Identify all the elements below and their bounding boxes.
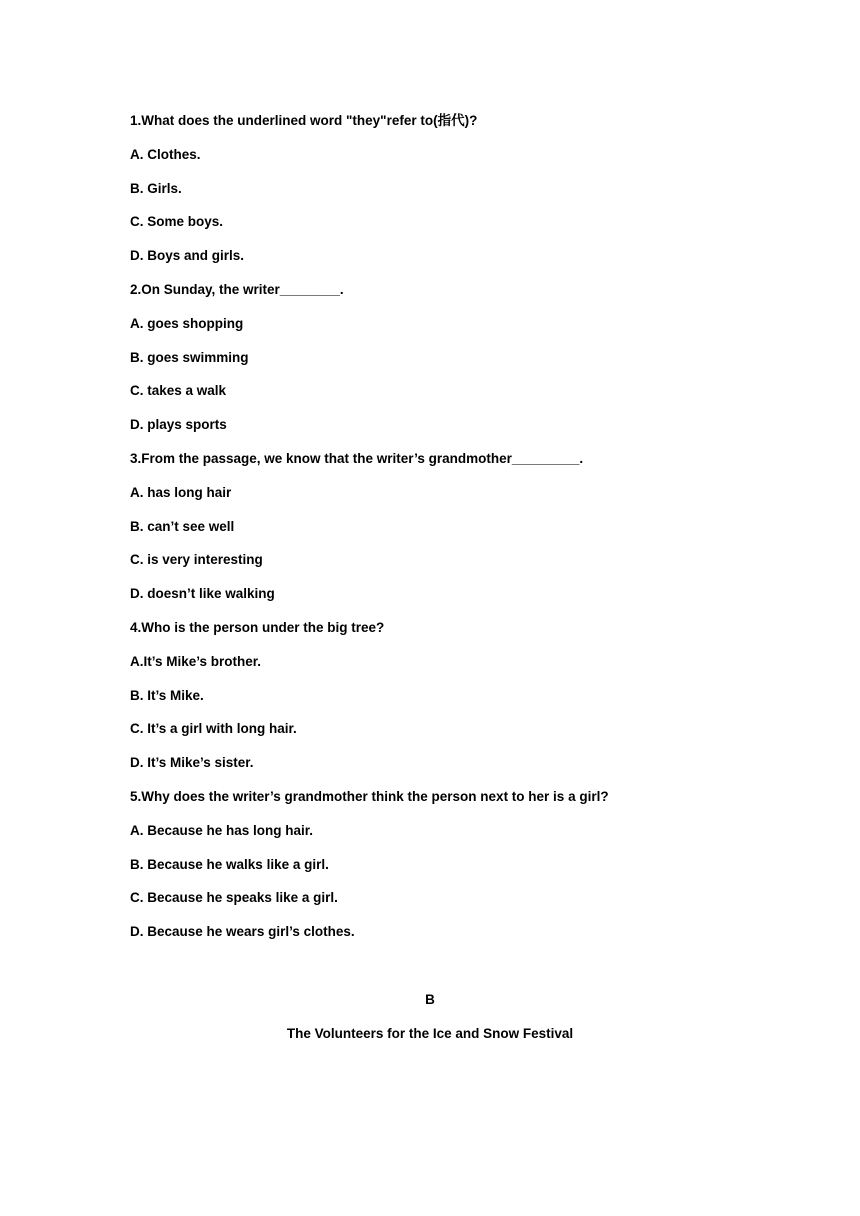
section-title: The Volunteers for the Ice and Snow Festival bbox=[286, 1026, 574, 1041]
question-2-option-d: D. plays sports bbox=[130, 417, 227, 433]
question-2-option-a: A. goes shopping bbox=[130, 315, 244, 331]
question-1-option-b: B. Girls. bbox=[130, 180, 182, 196]
question-4-option-c: C. It’s a girl with long hair. bbox=[130, 721, 297, 737]
question-4-stem: 4.Who is the person under the big tree? bbox=[130, 619, 385, 635]
question-5-option-b: B. Because he walks like a girl. bbox=[130, 856, 329, 872]
question-5-option-c: C. Because he speaks like a girl. bbox=[130, 890, 338, 906]
question-2-option-b: B. goes swimming bbox=[130, 349, 249, 365]
question-3-option-c: C. is very interesting bbox=[130, 552, 263, 568]
question-5-option-a: A. Because he has long hair. bbox=[130, 822, 314, 838]
question-4-option-a: A.It’s Mike’s brother. bbox=[130, 653, 262, 669]
question-1-option-d: D. Boys and girls. bbox=[130, 248, 245, 264]
question-5-stem: 5.Why does the writer’s grandmother think the person next to her is a girl? bbox=[130, 788, 609, 804]
section-letter: B bbox=[425, 992, 435, 1007]
question-3-stem: 3.From the passage, we know that the writer’s grandmother_________. bbox=[130, 450, 584, 466]
question-5-option-d: D. Because he wears girl’s clothes. bbox=[130, 924, 355, 940]
question-4-option-b: B. It’s Mike. bbox=[130, 687, 204, 703]
question-2-stem: 2.On Sunday, the writer________. bbox=[130, 281, 344, 297]
question-2-option-c: C. takes a walk bbox=[130, 383, 227, 399]
question-3-option-b: B. can’t see well bbox=[130, 518, 235, 534]
question-4-option-d: D. It’s Mike’s sister. bbox=[130, 755, 254, 771]
question-3-option-a: A. has long hair bbox=[130, 484, 232, 500]
question-1-option-c: C. Some boys. bbox=[130, 214, 224, 230]
question-1-option-a: A. Clothes. bbox=[130, 146, 201, 162]
question-1-stem: 1.What does the underlined word "they"refer to(指代)? bbox=[130, 113, 478, 128]
question-list bbox=[130, 111, 770, 956]
question-3-option-d: D. doesn’t like walking bbox=[130, 586, 275, 602]
